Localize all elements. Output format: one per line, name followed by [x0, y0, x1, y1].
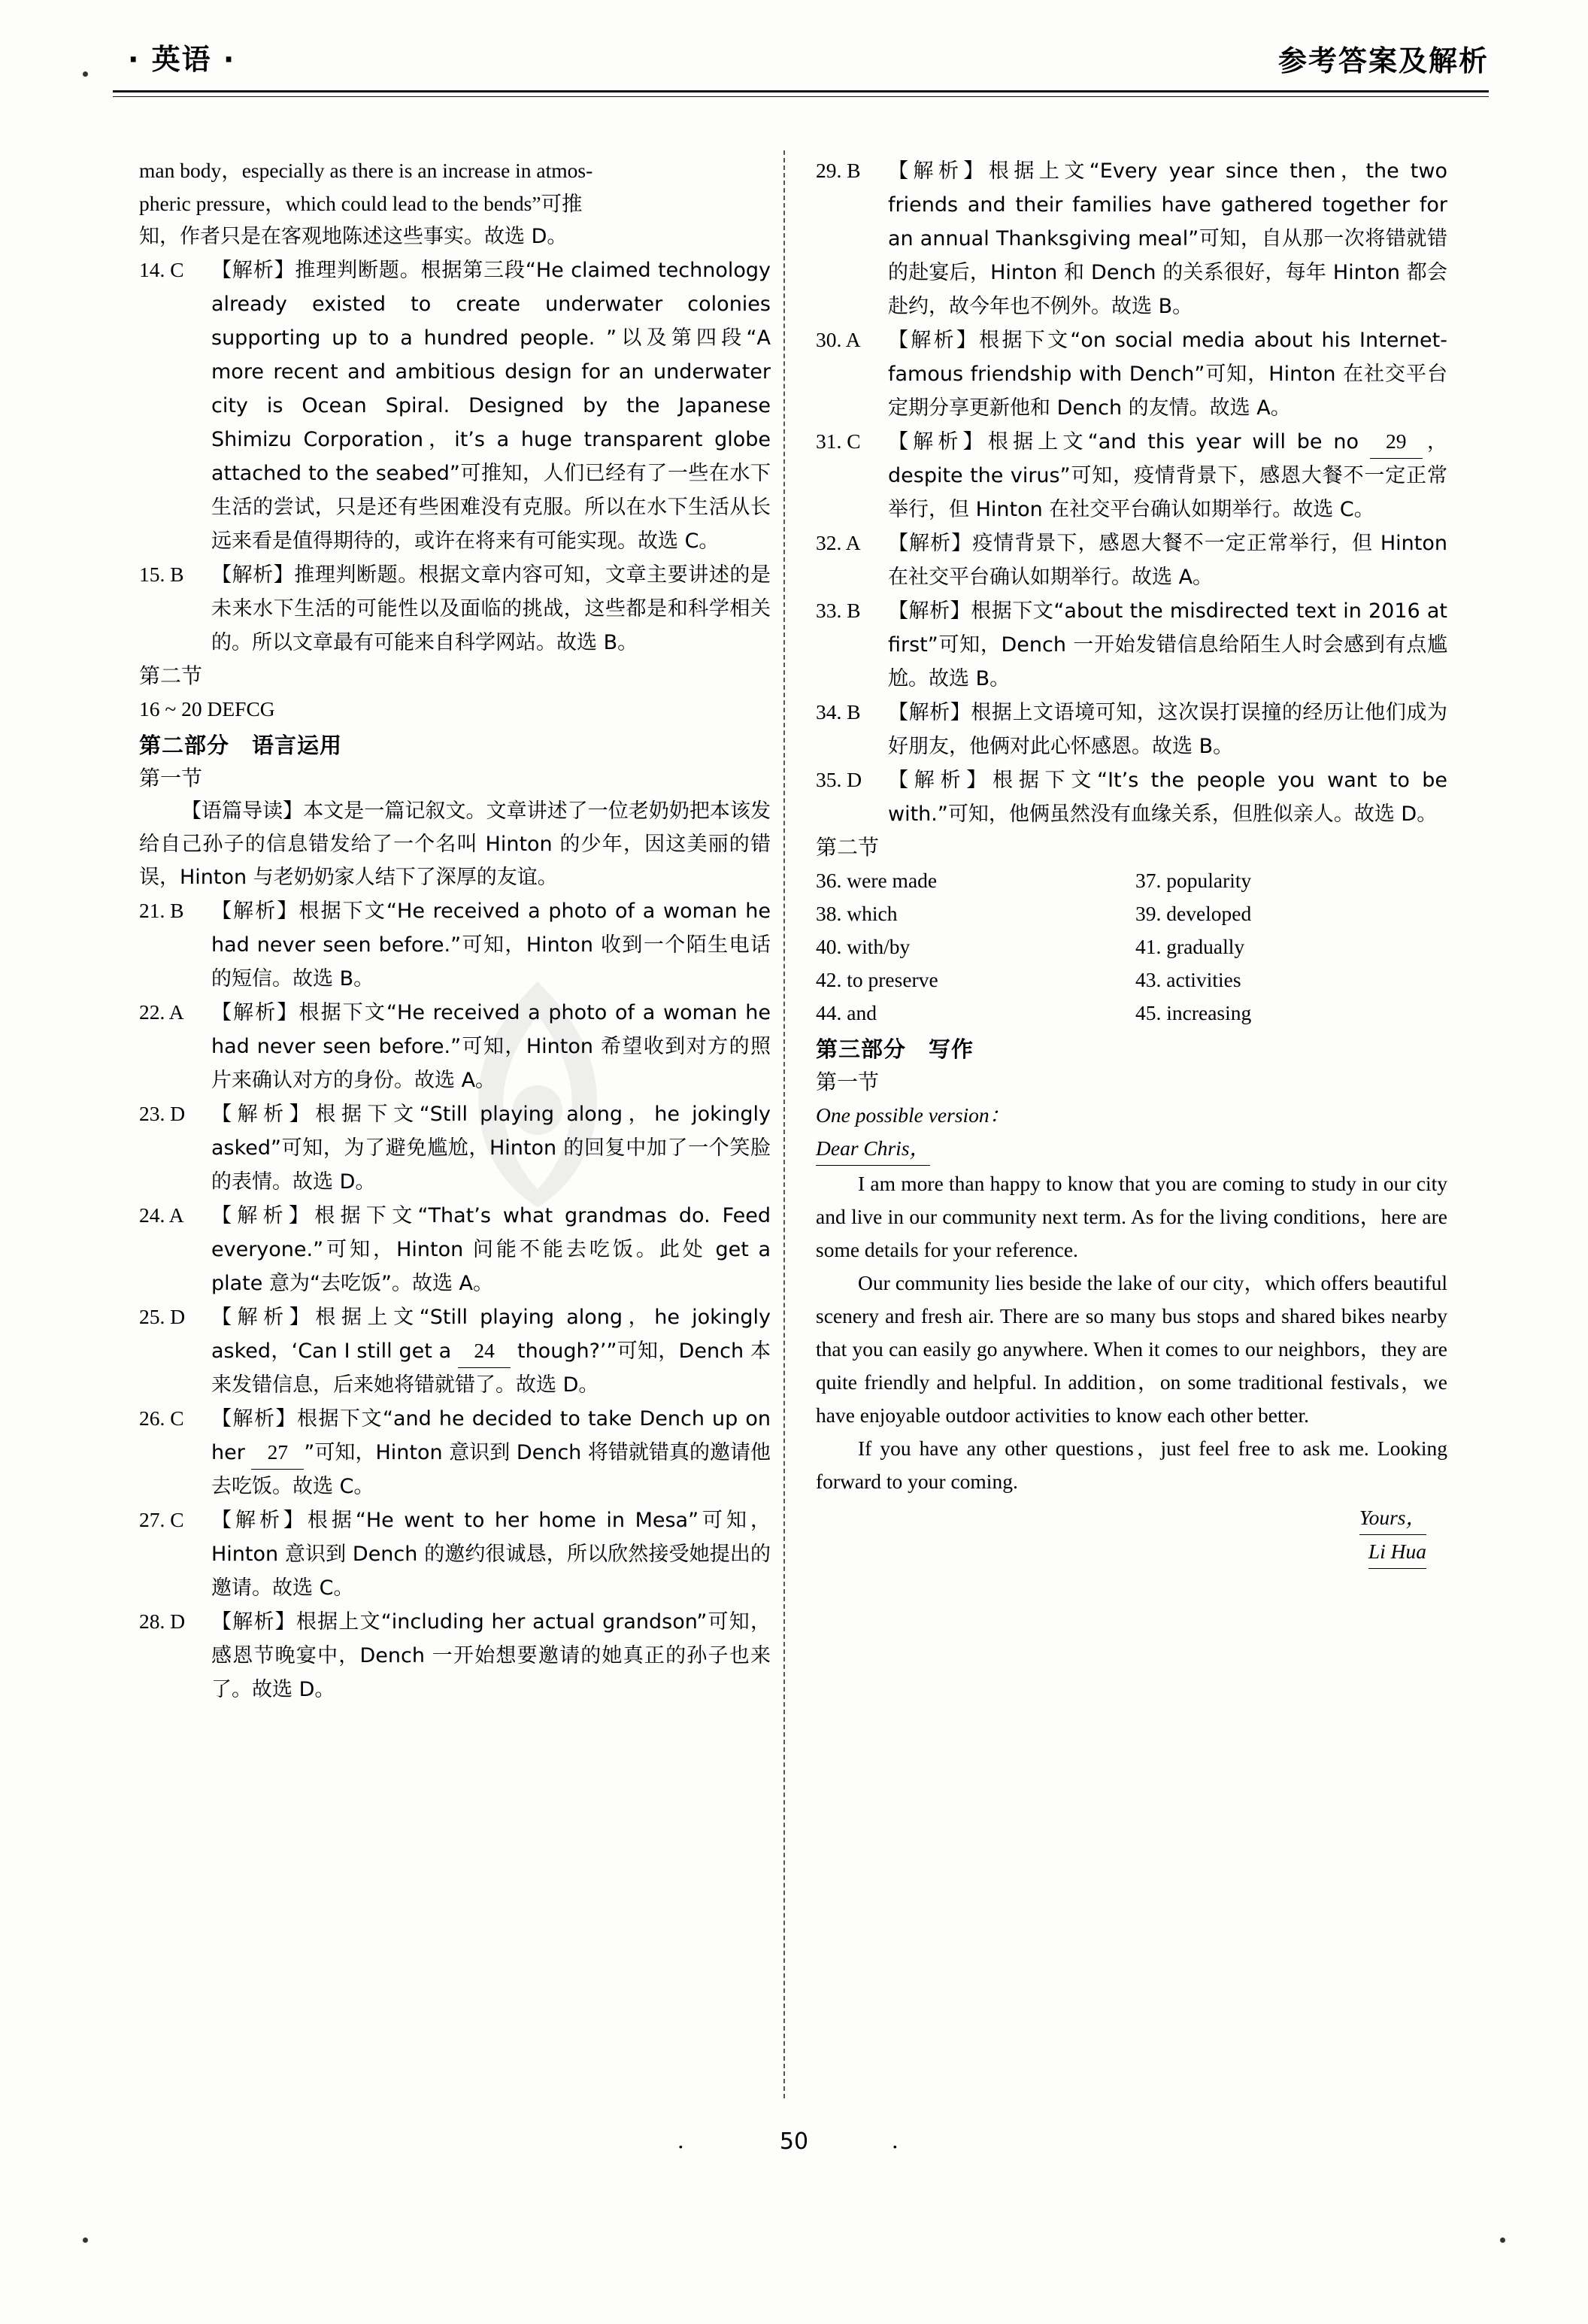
- item-number: 34. B: [816, 700, 861, 724]
- item-text: 【解析】根据下文“on social media about his Internet-famous friendship with Dench”可知，Hinton 在社交平台定期分享更新他和 Dench 的友情。故选 A。: [888, 329, 1447, 420]
- answer-item: [139, 1097, 771, 1199]
- item-text-post: ”可知，Hinton 意识到 Dench 将错就错真的邀请他去吃饭。故选 C。: [211, 1441, 771, 1498]
- answer-item: [816, 323, 1447, 425]
- answer-item: [816, 526, 1447, 594]
- item-text: 【解析】根据下文“He received a photo of a woman he had never seen before.”可知，Hinton 希望收到对方的照片来确认对方的身份。故选 A。: [211, 1001, 771, 1092]
- item-number: 31. C: [816, 429, 861, 453]
- page-number: 50: [779, 2128, 809, 2155]
- column-divider: [783, 150, 785, 2098]
- item-text: 【解析】根据上文语境可知，这次误打误撞的经历让他们成为好朋友，他俩对此心怀感恩。故选 B。: [888, 701, 1447, 758]
- item-text: 【解析】根据下文“It’s the people you want to be with.”可知，他俩虽然没有血缘关系，但胜似亲人。故选 D。: [888, 769, 1447, 826]
- corner-mark: [83, 2238, 88, 2243]
- item-number: 33. B: [816, 599, 861, 622]
- answer-item: [139, 1199, 771, 1300]
- item-text: 【解析】推理判断题。根据文章内容可知，文章主要讲述的是未来水下生活的可能性以及面临的挑战，这些都是和科学相关的。所以文章最有可能来自科学网站。故选 B。: [211, 563, 771, 654]
- item-number: 22. A: [139, 1000, 184, 1024]
- answer-item: [139, 996, 771, 1097]
- corner-mark: [1500, 2238, 1505, 2243]
- item-number: 32. A: [816, 531, 861, 554]
- version-label: One possible version：: [816, 1103, 1011, 1127]
- answer-item: [816, 425, 1447, 526]
- item-number: 29. B: [816, 159, 861, 182]
- right-column: [816, 154, 1447, 1569]
- letter-paragraph: I am more than happy to know that you are coming to study in our city and live in our community next term. As for the living conditions，here are some details for your reference.: [816, 1172, 1447, 1261]
- fill-answer: 44. and: [816, 1001, 877, 1024]
- item-number: 28. D: [139, 1610, 186, 1633]
- answer-item: [139, 1300, 771, 1402]
- item-number: 15. B: [139, 563, 184, 586]
- fill-answer: 40. with/by: [816, 935, 911, 958]
- answer-blank: 27: [251, 1436, 304, 1470]
- item-text: 【解析】根据上文“including her actual grandson”可知，感恩节晚宴中，Dench 一开始想要邀请的她真正的孙子也来了。故选 D。: [211, 1610, 771, 1701]
- fill-answer: 36. were made: [816, 869, 938, 892]
- item-text-pre: 【解析】根据上文“Still playing along，he jokingly asked，‘Can I still get a: [211, 1306, 771, 1363]
- part3-section1-label: 第一节: [816, 1069, 880, 1094]
- item-number: 21. B: [139, 899, 184, 922]
- item-text: 【解析】疫情背景下，感恩大餐不一定正常举行，但 Hinton 在社交平台确认如期举行。故选 A。: [888, 532, 1447, 589]
- fill-answer: 39. developed: [1135, 902, 1252, 925]
- item-text: 【解析】推理判断题。根据第三段“He claimed technology already existed to create underwater colonies supporting up to a hundred people. ”以及第四段“A more recent and ambitious design for an underwater city is Ocean Spiral. Designed by the Japanese Shimizu Corporation，it’s a huge transparent globe attached to the seabed”可推知，人们已经有了一些在水下生活的尝试，只是还有些困难没有克服。所以在水下生活从长远来看是值得期待的，或许在将来有可能实现。故选 C。: [211, 259, 771, 553]
- item-number: 23. D: [139, 1102, 186, 1125]
- page-header: [113, 36, 1489, 96]
- letter-paragraph: If you have any other questions，just feel free to ask me. Looking forward to your coming.: [816, 1437, 1447, 1493]
- item-number: 27. C: [139, 1508, 184, 1531]
- fill-answer: 38. which: [816, 902, 898, 925]
- item-number: 25. D: [139, 1305, 186, 1328]
- signature-yours: Yours，: [1359, 1501, 1426, 1535]
- header-title: 参考答案及解析: [1277, 44, 1489, 77]
- item-number: 35. D: [816, 768, 862, 791]
- letter-paragraph: Our community lies beside the lake of our city，which offers beautiful scenery and fresh air. There are so many bus stops and shared bikes nearby that you can easily go anywhere. When it comes to our neighbors，they are quite friendly and helpful. In addition，on some traditional festivals，we have enjoyable outdoor activities to know each other better.: [816, 1271, 1447, 1427]
- answer-item: [816, 763, 1447, 831]
- fill-answer: 41. gradually: [1135, 935, 1245, 958]
- signature-name: Li Hua: [1368, 1535, 1426, 1569]
- answer-item: [816, 154, 1447, 323]
- answer-blank: 24: [458, 1334, 511, 1368]
- item-text-post: though?’”可知，Dench 本来发错信息，后来她将错就错了。故选 D。: [211, 1339, 771, 1397]
- continued-line-2: pheric pressure，which could lead to the bends”可推: [139, 192, 583, 215]
- left-column: [139, 154, 771, 1707]
- answer-item: [139, 894, 771, 996]
- item-number: 26. C: [139, 1406, 184, 1430]
- item-text: 【解析】根据下文“about the misdirected text in 2016 at first”可知，Dench 一开始发错信息给陌生人时会感到有点尴尬。故选 B。: [888, 599, 1447, 690]
- part2-title: 第二部分 语言运用: [139, 733, 343, 758]
- continued-line-1: man body，especially as there is an increase in atmos-: [139, 159, 593, 182]
- item-number: 30. A: [816, 328, 861, 351]
- header-rule: [113, 90, 1489, 97]
- corner-mark: [83, 71, 88, 77]
- answer-item: [816, 696, 1447, 763]
- item-text: 【解析】根据“He went to her home in Mesa”可知，Hinton 意识到 Dench 的邀约很诚恳，所以欣然接受她提出的邀请。故选 C。: [211, 1509, 771, 1600]
- fill-answer: 42. to preserve: [816, 968, 938, 991]
- item-number: 24. A: [139, 1203, 184, 1227]
- answer-item: [139, 1605, 771, 1707]
- passage-guide: 【语篇导读】本文是一篇记叙文。文章讲述了一位老奶奶把本该发给自己孙子的信息错发给了一个名叫 Hinton 的少年，因这美丽的错误，Hinton 与老奶奶家人结下了深厚的友谊。: [139, 799, 771, 889]
- item-text-post: ，despite the virus”可知，疫情背景下，感恩大餐不一定正常举行，但 Hinton 在社交平台确认如期举行。故选 C。: [888, 430, 1447, 521]
- item-text: 【解析】根据下文“He received a photo of a woman he had never seen before.”可知，Hinton 收到一个陌生电话的短信。故选 B。: [211, 900, 771, 991]
- answer-item: [139, 253, 771, 558]
- item-text: 【解析】根据上文“Every year since then，the two friends and their families have gathered together for an annual Thanksgiving meal”可知，自从那一次将错就错的赴宴后，Hinton 和 Dench 的关系很好，每年 Hinton 都会赴约，故今年也不例外。故选 B。: [888, 159, 1447, 318]
- item-text: 【解析】根据下文“That’s what grandmas do. Feed everyone.”可知，Hinton 问能不能去吃饭。此处 get a plate 意为“去吃饭”。故选 A。: [211, 1204, 771, 1295]
- answer-blank: 29: [1370, 425, 1423, 459]
- answer-item: [139, 1503, 771, 1605]
- fill-answer: 43. activities: [1135, 968, 1241, 991]
- fill-in-answers: [816, 864, 1447, 1030]
- part2-section1-label: 第一节: [139, 766, 203, 790]
- item-text: 【解析】根据下文“Still playing along，he jokingly asked”可知，为了避免尴尬，Hinton 的回复中加了一个笑脸的表情。故选 D。: [211, 1103, 771, 1194]
- answer-item: [816, 594, 1447, 696]
- page-dot-left: ·: [677, 2133, 685, 2160]
- continued-line-3: 知，作者只是在客观地陈述这些事实。故选 D。: [139, 225, 568, 248]
- header-subject: · 英语 ·: [128, 43, 236, 76]
- fill-answer: 45. increasing: [1135, 1001, 1252, 1024]
- part3-title: 第三部分 写作: [816, 1036, 974, 1062]
- fill-answer: 37. popularity: [1135, 869, 1252, 892]
- page-dot-right: ·: [891, 2133, 899, 2160]
- item-text-pre: 【解析】根据上文“and this year will be no: [888, 430, 1370, 454]
- answer-item: [139, 1402, 771, 1503]
- answer-item: [139, 558, 771, 660]
- salutation: Dear Chris，: [816, 1132, 930, 1166]
- section-label-2: 第二节: [139, 663, 203, 688]
- item-number: 14. C: [139, 258, 184, 281]
- section2-answers: 16 ~ 20 DEFCG: [139, 697, 275, 721]
- item-text-pre: 【解析】根据下文“and he decided to take Dench up on her: [211, 1407, 771, 1464]
- section-label-2: 第二节: [816, 835, 880, 860]
